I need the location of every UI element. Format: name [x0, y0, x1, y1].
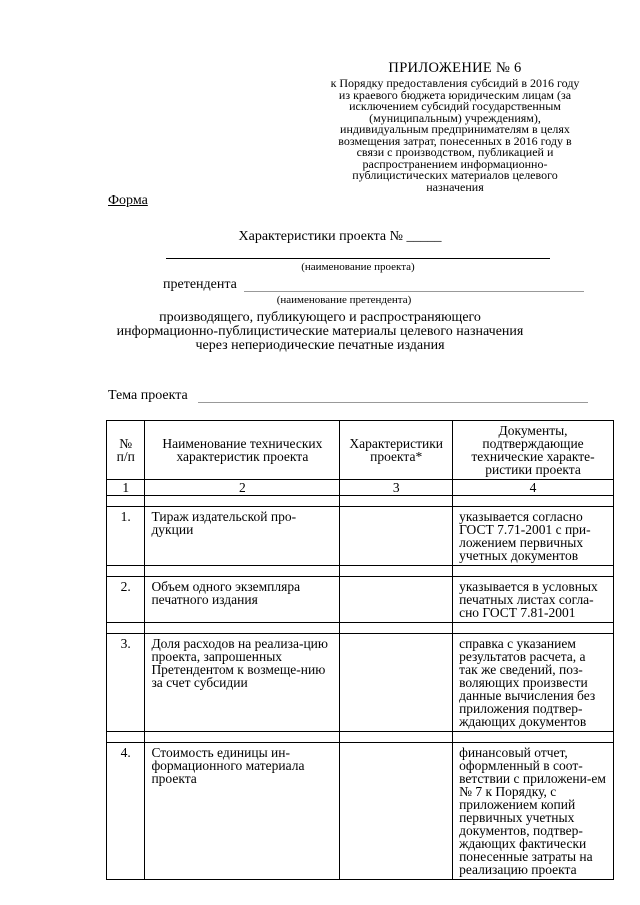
row-name: Объем одного экземпляра печатного издания: [145, 577, 340, 623]
row-num: 1.: [107, 507, 145, 566]
theme-line: [198, 402, 588, 403]
col-number: 4: [453, 480, 614, 496]
row-docs: указывается в условных печатных листах согла-сно ГОСТ 7.81-2001: [453, 577, 614, 623]
row-name: Тираж издательской про-дукции: [145, 507, 340, 566]
row-name: Стоимость единицы ин-формационного материала проекта: [145, 743, 340, 880]
header-row: [107, 421, 614, 480]
row-num: 2.: [107, 577, 145, 623]
project-name-hint: (наименование проекта): [301, 261, 415, 273]
table-row: [107, 507, 614, 566]
appendix-title: ПРИЛОЖЕНИЕ № 6: [388, 60, 522, 76]
header-name: Наименование технических характеристик проекта: [145, 421, 340, 480]
row-value: [340, 577, 453, 623]
header-value: Характеристики проекта*: [340, 421, 453, 480]
col-number: 2: [145, 480, 340, 496]
row-num: 4.: [107, 743, 145, 880]
applicant-hint: (наименование претендента): [276, 294, 412, 306]
project-description: производящего, публикующего и распространяющего информационно-публицистические материалы целевого назначения через непериодические печатные издания: [116, 310, 524, 353]
table-row: [107, 577, 614, 623]
project-title: Характеристики проекта № _____: [238, 229, 442, 244]
project-name-line: [166, 258, 550, 259]
col-number: 1: [107, 480, 145, 496]
header-num: № п/п: [107, 421, 145, 480]
row-name: Доля расходов на реализа-цию проекта, запрошенных Претендентом к возмеще-нию за счет субсидии: [145, 634, 340, 732]
theme-label: Тема проекта: [108, 388, 188, 403]
applicant-label: претендента: [163, 277, 237, 292]
applicant-line: [244, 291, 584, 292]
row-value: [340, 634, 453, 732]
row-value: [340, 743, 453, 880]
table-row: [107, 743, 614, 880]
row-docs: справка с указанием результатов расчета, а так же сведений, поз-воляющих произвести данные вычисления без приложения подтвер-ждающих документов: [453, 634, 614, 732]
row-num: 3.: [107, 634, 145, 732]
row-docs: финансовый отчет, оформленный в соот-ветствии с приложени-ем № 7 к Порядку, с приложением копий первичных учетных документов, подтвер-ждающих фактически понесенные затраты на реализацию проекта: [453, 743, 614, 880]
row-value: [340, 507, 453, 566]
number-row: [107, 480, 614, 496]
form-label: Форма: [108, 193, 148, 208]
table-row: [107, 634, 614, 732]
col-number: 3: [340, 480, 453, 496]
row-docs: указывается согласно ГОСТ 7.71-2001 с при-ложением первичных учетных документов: [453, 507, 614, 566]
specs-table: [106, 420, 614, 880]
appendix-text: к Порядку предоставления субсидий в 2016 году из краевого бюджета юридическим лицам (за исключением субсидий государственным (муниципальным) учреждениям), индивидуальным предпринимателям в целях возмещения затрат, понесенных в 2016 году в связи с производством, публикацией и распространением информационно-публицистических материалов целевого назначения: [330, 76, 580, 194]
header-docs: Документы, подтверждающие технические характе-ристики проекта: [453, 421, 614, 480]
